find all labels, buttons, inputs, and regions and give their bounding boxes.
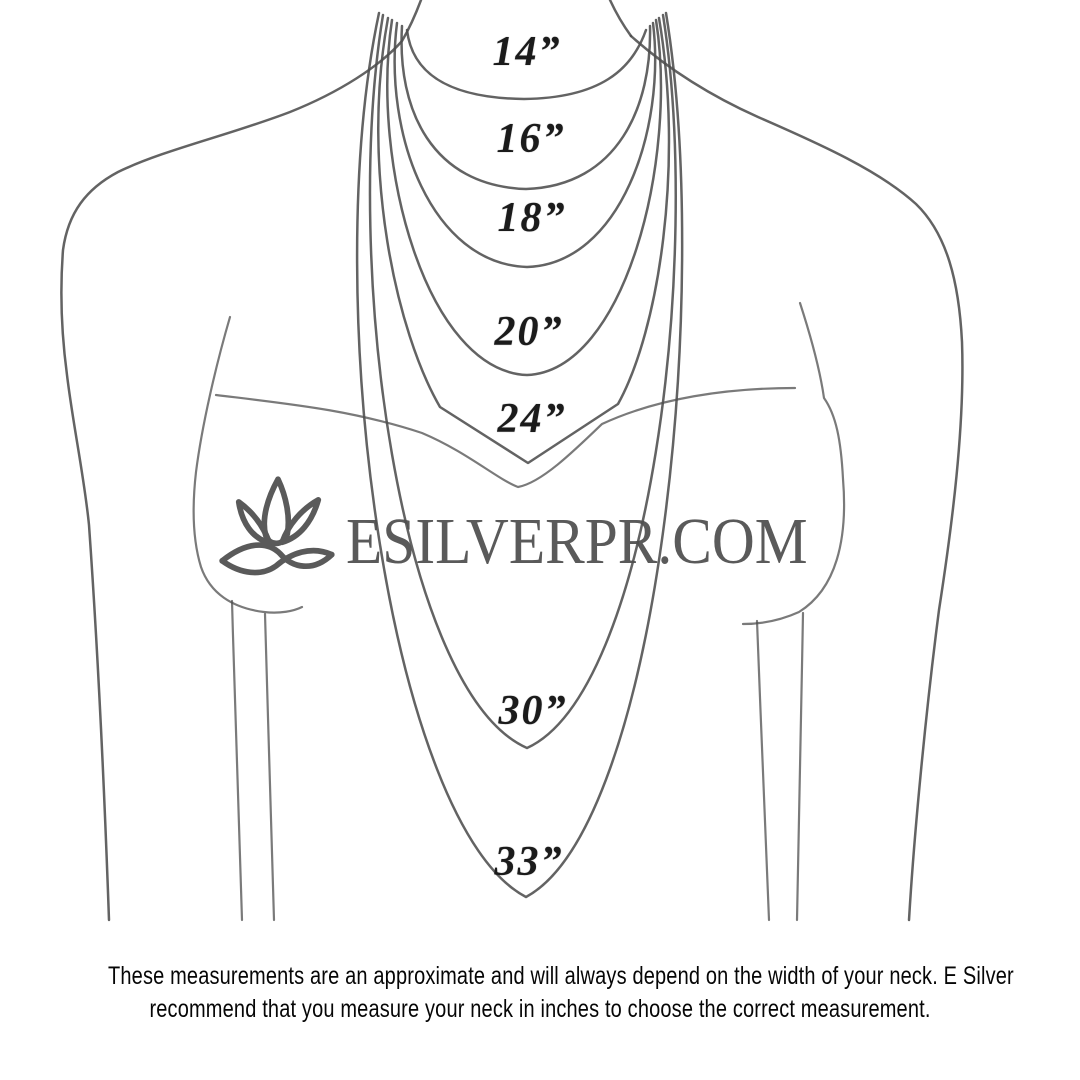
caption-line-2: recommend that you measure your neck in inches to choose the correct measurement.	[149, 995, 931, 1023]
caption-line-1: These measurements are an approximate and will always depend on the width of your neck. E Silver	[108, 962, 1014, 990]
left-head-shoulder-arm-line	[61, 0, 421, 920]
caption	[108, 960, 1014, 1026]
size-label-20: 20”	[494, 309, 564, 355]
right-inner-arm-line	[797, 613, 803, 920]
size-label-30: 30”	[498, 688, 568, 734]
left-body-side-line	[265, 614, 274, 920]
brand-watermark	[216, 472, 859, 598]
lotus-icon	[216, 473, 340, 597]
size-label-14: 14”	[492, 29, 562, 75]
brand-text: ESILVERPR.COM	[346, 505, 808, 578]
left-inner-arm-line	[232, 601, 242, 920]
size-label-16: 16”	[496, 116, 566, 162]
right-head-neck-line	[610, 0, 631, 36]
right-body-side-line	[757, 621, 769, 920]
size-label-33: 33”	[494, 839, 564, 885]
size-label-24: 24”	[497, 396, 567, 442]
size-label-18: 18”	[497, 195, 567, 241]
